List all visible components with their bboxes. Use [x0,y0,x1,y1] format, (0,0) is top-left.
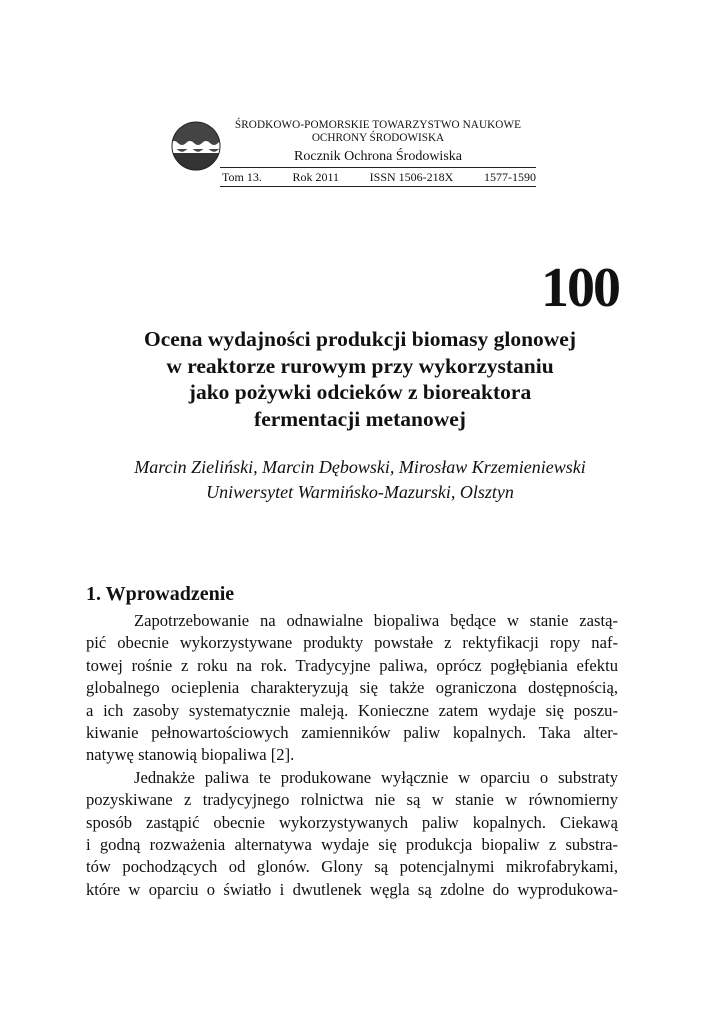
title-line: fermentacji metanowej [254,406,466,431]
society-logo-icon [170,120,222,172]
paper-number: 100 [541,257,619,319]
page-range: 1577-1590 [483,170,536,184]
body-line: natywę stanowią biopaliwa [2]. [86,745,295,765]
journal-header [220,118,536,187]
section-heading: 1. Wprowadzenie [86,583,235,605]
body-line: tów pochodzących od glonów. Glony są potencjalnymi mikrofabrykami, [86,857,618,877]
title-line: jako pożywki odcieków z bioreaktora [188,380,532,404]
journal-meta [220,168,536,187]
body-line: które w oparciu o światło i dwutlenek węgla są zdolne do wyprodukowa- [86,879,618,899]
body-text [86,610,618,901]
year: Rok 2011 [292,170,340,184]
title-line: w reaktorze rurowym przy wykorzystaniu [166,353,554,378]
body-line: sposób zastąpić obecnie wykorzystywanych paliw kopalnych. Ciekawą [86,812,618,832]
body-line: towej rośnie z roku na rok. Tradycyjne paliwa, oprócz pogłębiania efektu [86,655,618,675]
body-line: a ich zasoby systematycznie maleją. Konieczne zatem wydaje się poszu- [86,700,618,720]
title-line: Ocena wydajności produkcji biomasy glonowej [143,327,577,351]
issn: ISSN 1506-218X [369,170,454,184]
body-line: pozyskiwane z tradycyjnego rolnictwa nie są w stanie w równomierny [86,790,618,810]
authors: Marcin Zieliński, Marcin Dębowski, Mirosław Krzemieniewski [134,457,586,477]
volume: Tom 13. [222,170,262,184]
body-line: Jednakże paliwa te produkowane wyłącznie w oparciu o substraty [134,767,618,787]
body-line: kiwanie pełnowartościowych zamienników paliw kopalnych. Taka alter- [86,722,618,742]
body-line: i godną rozważenia alternatywa wydaje się produkcja biopaliw z substra- [86,834,618,854]
affiliation: Uniwersytet Warmińsko-Mazurski, Olsztyn [206,482,514,502]
society-name-line1: ŚRODKOWO-POMORSKIE TOWARZYSTWO NAUKOWE [234,119,522,131]
society-name-line2: OCHRONY ŚRODOWISKA [311,132,445,144]
author-block [60,455,660,505]
body-line: Zapotrzebowanie na odnawialne biopaliwa będące w stanie zastą- [134,611,618,630]
body-line: globalnego ocieplenia charakteryzują się także ograniczona dostępnością, [86,678,618,698]
paper-title [80,326,640,432]
body-line: pić obecnie wykorzystywane produkty powstałe z rektyfikacji ropy naf- [86,633,618,653]
journal-title: Rocznik Ochrona Środowiska [220,147,536,168]
